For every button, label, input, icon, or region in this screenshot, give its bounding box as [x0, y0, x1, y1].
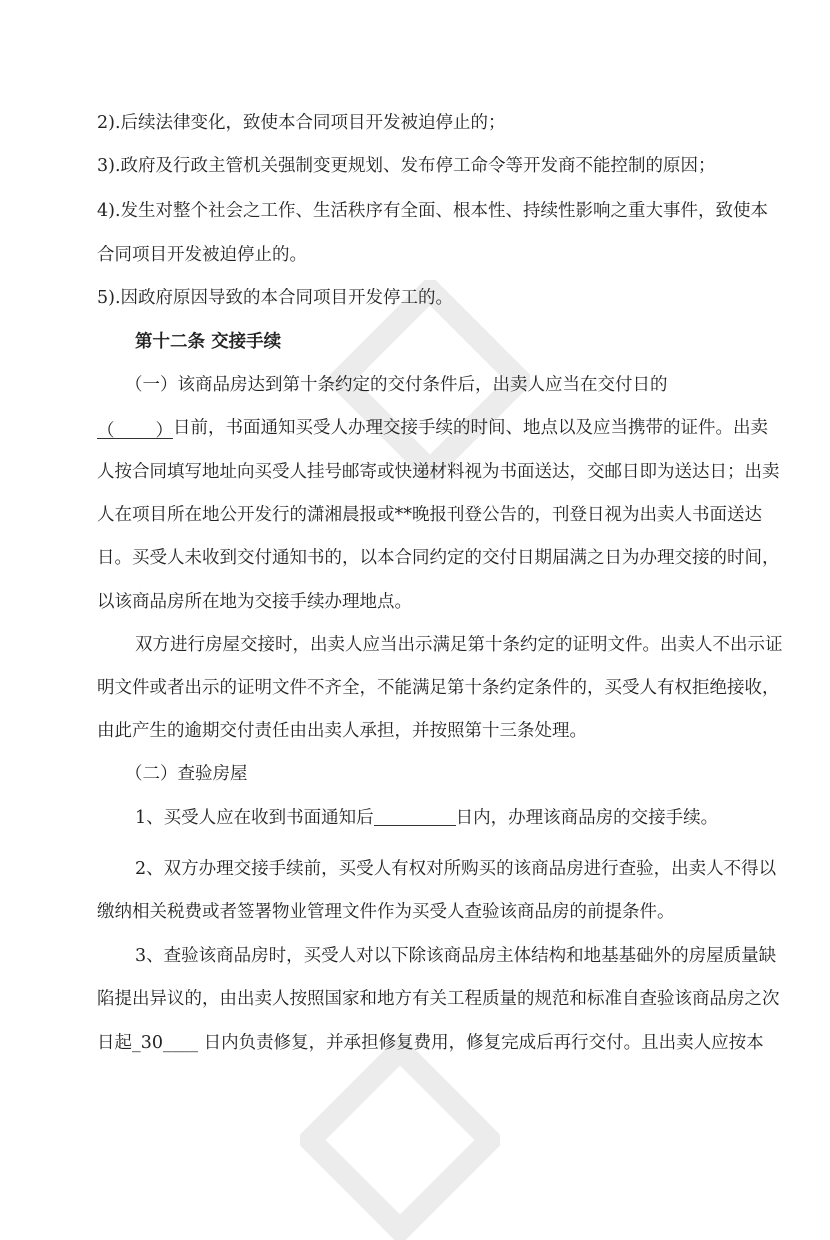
clause-line: 2).后续法律变化，致使本合同项目开发被迫停止的；	[97, 113, 506, 133]
section1-line: 以该商品房所在地为交接手续办理地点。	[97, 592, 412, 612]
clause-line: 5).因政府原因导致的本合同项目开发停工的。	[97, 288, 454, 308]
delivery-days-blank	[97, 420, 173, 439]
blank-open: （	[97, 421, 119, 441]
blank-close: ）	[155, 421, 173, 441]
section1-line: 人在项目所在地公开发行的潇湘晨报或**晚报刊登公告的，刊登日视为出卖人书面送达	[97, 505, 762, 525]
item1-text: 1、买受人应在收到书面通知后	[135, 808, 374, 828]
para-line: 由此产生的逾期交付责任由出卖人承担，并按照第十三条处理。	[97, 721, 587, 741]
item3-line: 日起_30____ 日内负责修复，并承担修复费用，修复完成后再行交付。且出卖人应按本	[97, 1033, 764, 1053]
section2-title: （二）查验房屋	[125, 764, 248, 784]
watermark-logo	[300, 1040, 500, 1240]
handover-days-blank	[374, 807, 456, 826]
item3-line: 3、查验该商品房时，买受人对以下除该商品房主体结构和地基基础外的房屋质量缺	[135, 946, 777, 966]
section1-line: 日。买受人未收到交付通知书的，以本合同约定的交付日期届满之日为办理交接的时间，	[97, 548, 780, 568]
section1-line	[97, 417, 768, 441]
item2-line: 2、双方办理交接手续前，买受人有权对所购买的该商品房进行查验，出卖人不得以	[135, 859, 777, 879]
item3-line: 陷提出异议的，由出卖人按照国家和地方有关工程质量的规范和标准自查验该商品房之次	[97, 989, 780, 1009]
para-line: 双方进行房屋交接时，出卖人应当出示满足第十条约定的证明文件。出卖人不出示证	[135, 635, 783, 655]
clause-line: 合同项目开发被迫停止的。	[97, 245, 307, 265]
para-line: 明文件或者出示的证明文件不齐全，不能满足第十条约定条件的，买受人有权拒绝接收，	[97, 678, 780, 698]
section1-line: 人按合同填写地址向买受人挂号邮寄或快递材料视为书面送达，交邮日即为送达日；出卖	[97, 462, 780, 482]
clause-line: 3).政府及行政主管机关强制变更规划、发布停工命令等开发商不能控制的原因；	[97, 156, 716, 176]
item2-line: 缴纳相关税费或者签署物业管理文件作为买受人查验该商品房的前提条件。	[97, 902, 675, 922]
clause-line: 4).发生对整个社会之工作、生活秩序有全面、根本性、持续性影响之重大事件，致使本	[97, 201, 769, 221]
item1-line	[135, 807, 718, 829]
section1-line: （一）该商品房达到第十条约定的交付条件后，出卖人应当在交付日的	[125, 375, 668, 395]
section1-text: 日前，书面通知买受人办理交接手续的时间、地点以及应当携带的证件。出卖	[173, 418, 768, 438]
item1-text: 日内，办理该商品房的交接手续。	[455, 808, 719, 828]
article-heading: 第十二条 交接手续	[135, 332, 282, 352]
